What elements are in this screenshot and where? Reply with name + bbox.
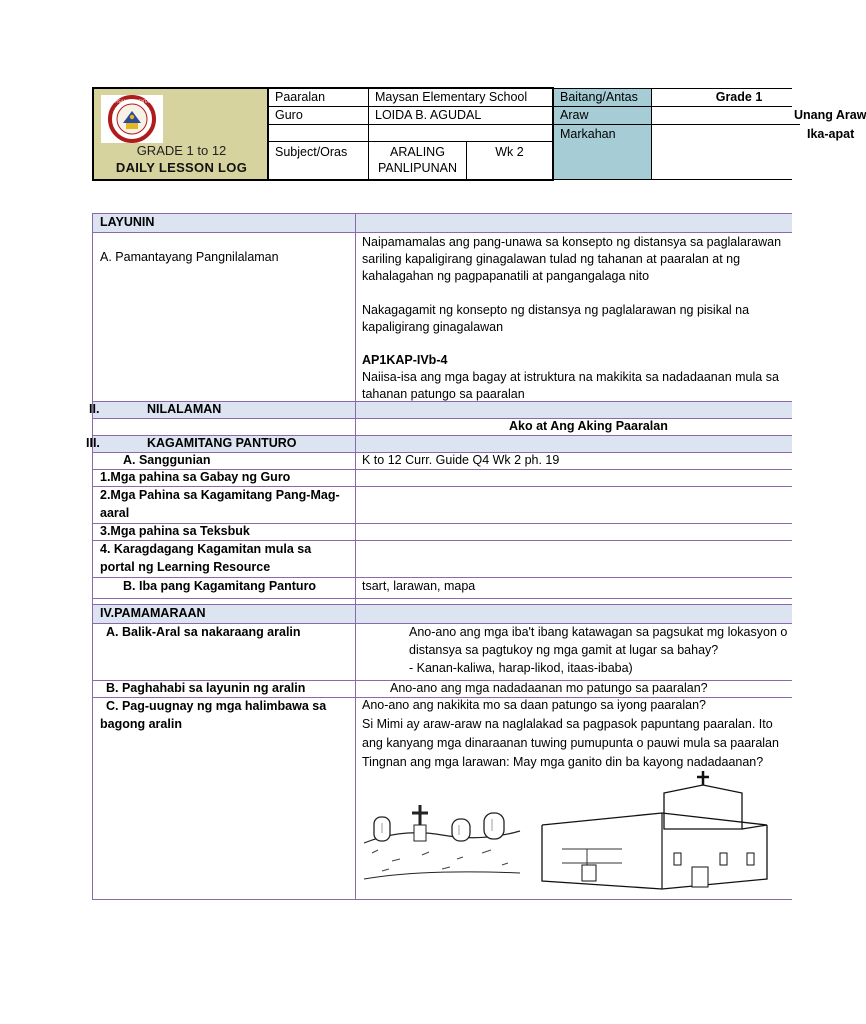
markahan-value: Ika-apat <box>652 125 813 179</box>
church-illustration <box>542 769 792 899</box>
row-pag-uugnay <box>92 697 792 900</box>
pag-uugnay-line-3: ang kanyang mga dinaraanan tuwing pumupunta o pauwi mula sa paaralan <box>362 736 779 750</box>
subject-value-line2: PANLIPUNAN <box>378 161 457 175</box>
pag-uugnay-label-2: bagong aralin <box>100 717 182 731</box>
karagdagang-label-1: 4. Karagdagang Kagamitan mula sa <box>100 542 312 556</box>
row-karagdagang <box>92 540 792 577</box>
sanggunian-label: A. Sanggunian <box>123 453 211 467</box>
pamantayan-line-3: kahalagahan ng pagpapanatili at pangangalaga nito <box>362 269 650 283</box>
competency-line-1: Naiisa-isa ang mga bagay at istruktura na makikita sa nadadaanan mula sa <box>362 370 779 384</box>
balik-aral-label: A. Balik-Aral sa nakaraang aralin <box>106 625 301 639</box>
subject-label: Subject/Oras <box>269 142 369 179</box>
pamamaraan-heading: IV.PAMAMARAAN <box>100 606 206 620</box>
paghahabi-text: Ano-ano ang mga nadadaanan mo patungo sa paaralan? <box>390 681 708 695</box>
blank-value-cell <box>369 125 552 142</box>
pamantayan-line-2: sariling kapaligirang ginagalawan tulad ng tahanan at paaralan at ng <box>362 252 741 266</box>
row-pamantayan <box>92 232 792 401</box>
karagdagang-label-2: portal ng Learning Resource <box>100 560 271 574</box>
pamantayan-label: A. Pamantayang Pangnilalaman <box>100 250 279 264</box>
gabay-label: 1.Mga pahina sa Gabay ng Guro <box>100 470 291 484</box>
subject-value <box>369 142 467 179</box>
pag-uugnay-line-2: Si Mimi ay araw-araw na naglalakad sa pagpasok papuntang paaralan. Ito <box>362 717 773 731</box>
pag-uugnay-line-4: Tingnan ang mga larawan: May mga ganito din ba kayong nadadaanan? <box>362 755 764 769</box>
cemetery-illustration <box>362 783 522 883</box>
kagamitan-heading: KAGAMITANG PANTURO <box>147 436 297 450</box>
subject-value-line1: ARALING <box>390 145 445 159</box>
nilalaman-number: II. <box>89 402 100 416</box>
log-title: DAILY LESSON LOG <box>115 160 248 175</box>
pagganap-line-2: kapaligirang ginagalawan <box>362 320 504 334</box>
svg-text:MAYSAN ELEMENTARY: MAYSAN ELEMENTARY <box>109 99 155 104</box>
pagganap-line-1: Nakagagamit ng konsepto ng distansya ng paglalarawan ng pisikal na <box>362 303 750 317</box>
nilalaman-value: Ako at Ang Aking Paaralan <box>509 419 668 433</box>
markahan-label: Markahan <box>554 125 652 179</box>
iba-pang-label: B. Iba pang Kagamitang Panturo <box>123 579 317 593</box>
header-block <box>92 87 866 181</box>
baitang-label: Baitang/Antas <box>554 89 652 107</box>
nilalaman-heading: NILALAMAN <box>147 402 222 416</box>
araw-value: Unang Araw <box>652 107 800 125</box>
guro-label: Guro <box>269 107 369 125</box>
row-kagamitan-mag-aaral <box>92 486 792 523</box>
mag-aaral-label-1: 2.Mga Pahina sa Kagamitang Pang-Mag- <box>100 488 340 502</box>
row-nilalaman-value <box>92 418 792 435</box>
baitang-value: Grade 1 <box>652 89 792 107</box>
row-layunin <box>92 213 792 232</box>
school-seal-logo <box>101 95 163 143</box>
guro-value: LOIDA B. AGUDAL <box>369 107 552 125</box>
balik-aral-line-2: distansya sa pagtukoy ng mga gamit at lugar sa bahay? <box>409 643 719 657</box>
araw-label: Araw <box>554 107 652 125</box>
iba-pang-value: tsart, larawan, mapa <box>362 579 476 593</box>
row-sanggunian <box>92 452 792 469</box>
paaralan-label: Paaralan <box>269 89 369 107</box>
paghahabi-label: B. Paghahabi sa layunin ng aralin <box>106 681 306 695</box>
row-paghahabi <box>92 680 792 697</box>
row-gabay <box>92 469 792 486</box>
week-value: Wk 2 <box>495 145 524 159</box>
teksbuk-label: 3.Mga pahina sa Teksbuk <box>100 524 250 538</box>
pag-uugnay-line-1: Ano-ano ang nakikita mo sa daan patungo sa iyong paaralan? <box>362 698 707 712</box>
grade-label: GRADE 1 to 12 <box>136 143 227 158</box>
blank-label-cell <box>269 125 369 142</box>
row-balik-aral <box>92 623 792 680</box>
sanggunian-value: K to 12 Curr. Guide Q4 Wk 2 ph. 19 <box>362 453 560 467</box>
mag-aaral-label-2: aaral <box>100 506 130 520</box>
competency-code: AP1KAP-IVb-4 <box>362 353 448 367</box>
pamantayan-line-1: Naipamamalas ang pang-unawa sa konsepto ng distansya sa paglalarawan <box>362 235 782 249</box>
row-pamamaraan <box>92 604 792 623</box>
header-title-cell <box>92 87 267 181</box>
pag-uugnay-label-1: C. Pag-uugnay ng mga halimbawa sa <box>106 699 327 713</box>
kagamitan-number: III. <box>86 436 100 450</box>
balik-aral-line-3: - Kanan-kaliwa, harap-likod, itaas-ibaba) <box>409 661 633 675</box>
row-iba-pang <box>92 577 792 598</box>
row-teksbuk <box>92 523 792 540</box>
layunin-heading: LAYUNIN <box>100 215 155 229</box>
competency-line-2: tahanan patungo sa paaralan <box>362 387 525 401</box>
balik-aral-line-1: Ano-ano ang mga iba't ibang katawagan sa pagsukat mg lokasyon o <box>409 625 788 639</box>
paaralan-value: Maysan Elementary School <box>369 89 552 107</box>
